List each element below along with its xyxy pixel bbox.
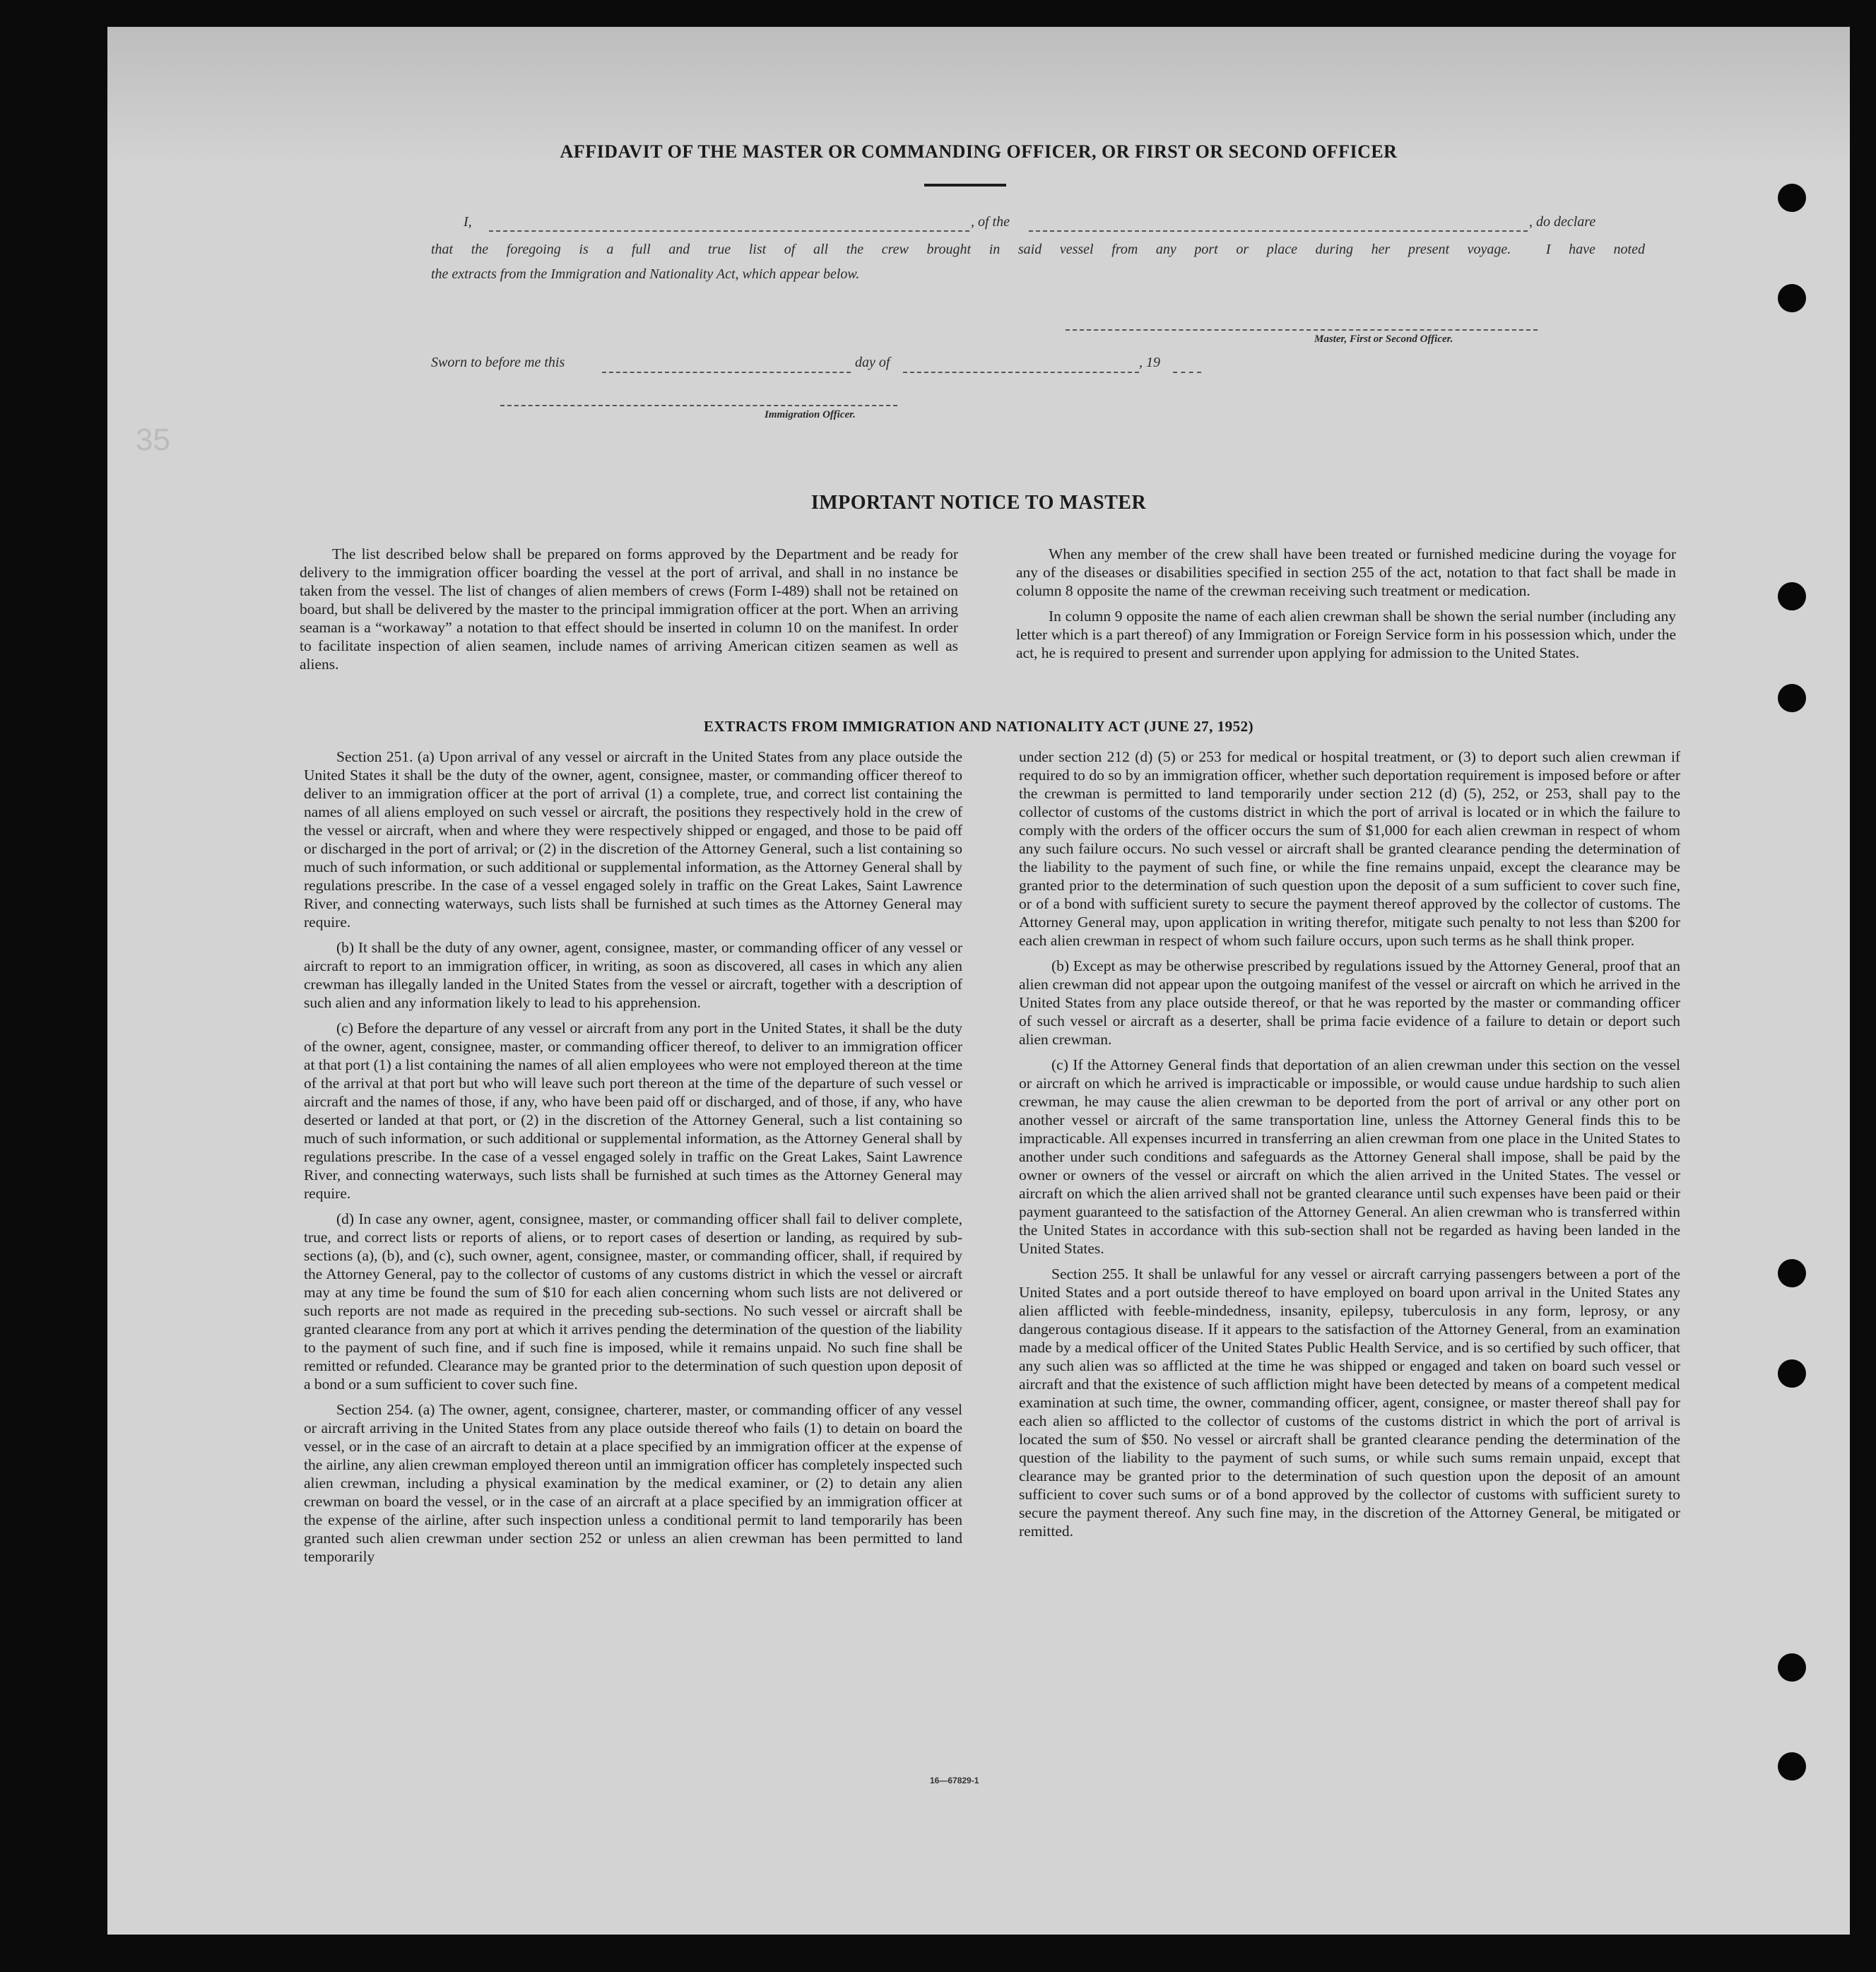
binder-hole bbox=[1778, 1752, 1806, 1781]
sworn-month-line[interactable] bbox=[903, 372, 1139, 373]
document-page bbox=[107, 27, 1850, 1935]
binder-hole bbox=[1778, 1653, 1806, 1682]
immigration-officer-signature-line[interactable] bbox=[500, 405, 897, 406]
affidavit-i-label: I, bbox=[464, 214, 472, 230]
affidavit-declare-label: , do declare bbox=[1529, 214, 1596, 230]
section-254-b: (b) Except as may be otherwise prescribed by regulations issued by the Attorney General, proof that an alien crewman did not appear upon the outgoing manifest of the vessel or aircraft on which he arrived in the United States from any place outside thereof, or that he was reported by the master or commanding officer of such vessel or aircraft as a deserter, shall be prima facie evidence of a failure to detain or deport such alien crewman. bbox=[1019, 957, 1680, 1048]
binder-hole bbox=[1778, 1359, 1806, 1388]
extracts-title: EXTRACTS FROM IMMIGRATION AND NATIONALITY ACT (JUNE 27, 1952) bbox=[703, 718, 1254, 735]
affidavit-statement: that the foregoing is a full and true list of all the crew brought in said vessel from any port or place during her present voyage. bbox=[431, 242, 1511, 257]
affidavit-noted: I have noted bbox=[1545, 242, 1645, 257]
binder-hole bbox=[1778, 582, 1806, 610]
extracts-right-column bbox=[1019, 748, 1680, 1547]
master-signature-line[interactable] bbox=[1066, 329, 1538, 331]
sworn-label: Sworn to before me this bbox=[431, 355, 565, 370]
notice-paragraph: In column 9 opposite the name of each alien crewman shall be shown the serial number (including any letter which is a part thereof) of any Immigration or Foreign Service form in his possession which, under the act, he is required to present and surrender upon applying for admission to the United States. bbox=[1016, 608, 1676, 661]
day-of-label: day of bbox=[855, 355, 890, 370]
section-255: Section 255. It shall be unlawful for any vessel or aircraft carrying passengers between a port of the United States and a port outside thereof to have employed on board upon arrival in the United States any alien afflicted with feeble-mindedness, insanity, epilepsy, tuberculosis in any form, leprosy, or any dangerous contagious disease. If it appears to the satisfaction of the Attorney General, from an examination made by a medical officer of the United States Public Health Service, and is so certified by such officer, that any such alien was so afflicted at the time he was shipped or engaged and taken on board such vessel or aircraft and that the existence of such affliction might have been detected by means of a competent medical examination at such time, the owner, commanding officer, agent, consignee, or master thereof shall pay for each alien so afflicted to the collector of customs of the customs district in which the port of arrival is located the sum of $50. No vessel or aircraft shall be granted clearance pending the determination of the question of the liability to the payment of such sums, or while such sums remain unpaid, except that clearance may be granted prior to the determination of such question upon the deposit of an amount sufficient to cover such sums or of a bond approved by the collector of customs with sufficient surety to secure the payment thereof. Any such fine may, in the discretion of the Attorney General, be mitigated or remitted. bbox=[1019, 1265, 1680, 1540]
immigration-officer-caption: Immigration Officer. bbox=[765, 409, 856, 420]
section-251-c: (c) Before the departure of any vessel or aircraft from any port in the United States, it shall be the duty of the owner, agent, consignee, master, or commanding officer thereof, to deliver to an immigration officer at that port (1) a list containing the names of all alien employees who were not employed thereon at the time of the arrival at that port but who will leave such port thereon at the time of the departure of such vessel or aircraft and the names of those, if any, who have been paid off or discharged, and of those, if any, who have deserted or landed at that port, or (2) in the discretion of the Attorney General, such a list containing so much of such information, or such additional or supplemental information, as the Attorney General shall by regulations prescribe. In the case of a vessel engaged solely in traffic on the Great Lakes, Saint Lawrence River, and connecting waterways, such lists shall be furnished at such times as the Attorney General may require. bbox=[304, 1020, 962, 1202]
notice-paragraph: The list described below shall be prepared on forms approved by the Department and be ready for delivery to the immigration officer boarding the vessel at the port of arrival, and shall in no instance be taken from the vessel. The list of changes of alien members of crews (Form I-489) shall not be retained on board, but shall be delivered by the master to the principal immigration officer at the port. When an arriving seaman is a “workaway” a notation to that effect should be inserted in column 10 on the manifest. In order to facilitate inspection of alien seamen, include names of arriving American citizen seamen as well as aliens. bbox=[300, 545, 958, 673]
affidavit-title: AFFIDAVIT OF THE MASTER OR COMMANDING OFFICER, OR FIRST OR SECOND OFFICER bbox=[560, 141, 1398, 162]
notice-left-column bbox=[300, 545, 958, 680]
extracts-left-column bbox=[304, 748, 962, 1573]
title-rule bbox=[924, 184, 1006, 187]
sworn-date-line[interactable] bbox=[602, 372, 851, 373]
section-254-a: Section 254. (a) The owner, agent, consignee, charterer, master, or commanding officer of any vessel or aircraft arriving in the United States from any place outside thereof who fails (1) to detain on board the vessel, or in the case of an aircraft to detain at a place specified by an immigration officer at the expense of the airline, any alien crewman employed thereon until an immigration officer has completely inspected such alien crewman, including a physical examination by the medical examiner, or (2) to detain any alien crewman on board the vessel, or in the case of an aircraft at a place specified by an immigration officer at the expense of the airline, after such inspection unless a conditional permit to land temporarily has been granted such alien crewman under section 252 or unless an alien crewman has been permitted to land temporarily bbox=[304, 1401, 962, 1565]
master-signature-caption: Master, First or Second Officer. bbox=[1314, 333, 1453, 345]
notice-paragraph: When any member of the crew shall have been treated or furnished medicine during the voyage for any of the diseases or disabilities specified in section 255 of the act, notation to that fact shall be made in column 8 opposite the name of the crewman receiving such treatment or medication. bbox=[1016, 545, 1676, 599]
binder-hole bbox=[1778, 184, 1806, 212]
notice-right-column bbox=[1016, 545, 1676, 669]
vessel-name-line[interactable] bbox=[1029, 230, 1528, 232]
binder-hole bbox=[1778, 1259, 1806, 1287]
affidavit-of-the-label: , of the bbox=[971, 214, 1010, 230]
declarant-name-line[interactable] bbox=[489, 230, 969, 232]
section-251-d: (d) In case any owner, agent, consignee, master, or commanding officer shall fail to deliver complete, true, and correct lists or reports of aliens, or to report cases of desertion or landing, as required by sub-sections (a), (b), and (c), such owner, agent, consignee, master, or commanding officer, shall, if required by the Attorney General, pay to the collector of customs of any customs district in which the vessel or aircraft may at any time be found the sum of $10 for each alien concerning whom such lists are not delivered or such reports are not made as required in the preceding sub-sections. No such vessel or aircraft shall be granted clearance from any port at which it arrives pending the determination of the question of the liability to the payment of such fine, and if such fine is imposed, while it remains unpaid. No such fine shall be remitted or refunded. Clearance may be granted prior to the determination of such question upon deposit of a bond or a sum sufficient to cover such fine. bbox=[304, 1210, 962, 1393]
sworn-year-line[interactable] bbox=[1173, 372, 1201, 373]
binder-hole bbox=[1778, 284, 1806, 312]
affidavit-line-2 bbox=[431, 242, 1645, 258]
affidavit-line-3: the extracts from the Immigration and Nationality Act, which appear below. bbox=[431, 266, 860, 282]
section-251-b: (b) It shall be the duty of any owner, agent, consignee, master, or commanding officer of any vessel or aircraft to report to an immigration officer, in writing, as soon as discovered, all cases in which any alien crewman has illegally landed in the United States from the vessel or aircraft, together with a description of such alien and any information likely to lead to his apprehension. bbox=[304, 939, 962, 1011]
margin-number: 35 bbox=[136, 423, 170, 457]
section-254-a-continued: under section 212 (d) (5) or 253 for medical or hospital treatment, or (3) to deport such alien crewman if required to do so by an immigration officer, whether such deportation requirement is imposed before or after the crewman is permitted to land temporarily under section 212 (d) (5), 252, or 253, shall pay to the collector of customs of the customs district in which the port of arrival is located or in which the failure to comply with the orders of the officer occurs the sum of $1,000 for each alien crewman in respect of whom any such failure occurs. No such vessel or aircraft shall be granted clearance pending the determination of the liability to the payment of such fine, or while the fine remains unpaid, except the clearance may be granted prior to the determination of such question upon the deposit of a sum sufficient to cover such fine, or of a bond with sufficient surety to secure the payment thereof approved by the collector of customs. The Attorney General may, upon application in writing therefor, mitigate such penalty to not less than $200 for each alien crewman in respect of whom such failure occurs, upon such terms as he shall think proper. bbox=[1019, 748, 1680, 949]
year-label: , 19 bbox=[1139, 355, 1160, 370]
notice-title: IMPORTANT NOTICE TO MASTER bbox=[810, 492, 1147, 514]
binder-hole bbox=[1778, 684, 1806, 712]
form-code: 16—67829-1 bbox=[930, 1776, 979, 1785]
section-254-c: (c) If the Attorney General finds that deportation of an alien crewman under this section on the vessel or aircraft on which he arrived is impracticable or impossible, or would cause undue hardship to such alien crewman, he may cause the alien crewman to be deported from the port of arrival or any other port on another vessel or aircraft of the same transportation line, unless the Attorney General finds this to be impracticable. All expenses incurred in transferring an alien crewman from one place in the United States to another under such conditions and safeguards as the Attorney General shall impose, shall be paid by the owner or owners of the vessel or aircraft on which the alien arrived in the United States. The vessel or aircraft on which the alien arrived shall not be granted clearance until such expenses have been paid or their payment guaranteed to the satisfaction of the Attorney General. An alien crewman who is transferred within the United States in accordance with this sub-section shall not be regarded as having been landed in the United States. bbox=[1019, 1056, 1680, 1257]
section-251-a: Section 251. (a) Upon arrival of any vessel or aircraft in the United States from any place outside the United States it shall be the duty of the owner, agent, consignee, master, or commanding officer thereof to deliver to an immigration officer at the port of arrival (1) a complete, true, and correct list containing the names of all aliens employed on such vessel or aircraft, the positions they respectively hold in the crew of the vessel or aircraft, when and where they were respectively shipped or engaged, and those to be paid off or discharged in the port of arrival; or (2) in the discretion of the Attorney General, such a list containing so much of such information, or such additional or supplemental information, as the Attorney General shall by regulations prescribe. In the case of a vessel engaged solely in traffic on the Great Lakes, Saint Lawrence River, and connecting waterways, such lists shall be furnished at such times as the Attorney General may require. bbox=[304, 748, 962, 931]
